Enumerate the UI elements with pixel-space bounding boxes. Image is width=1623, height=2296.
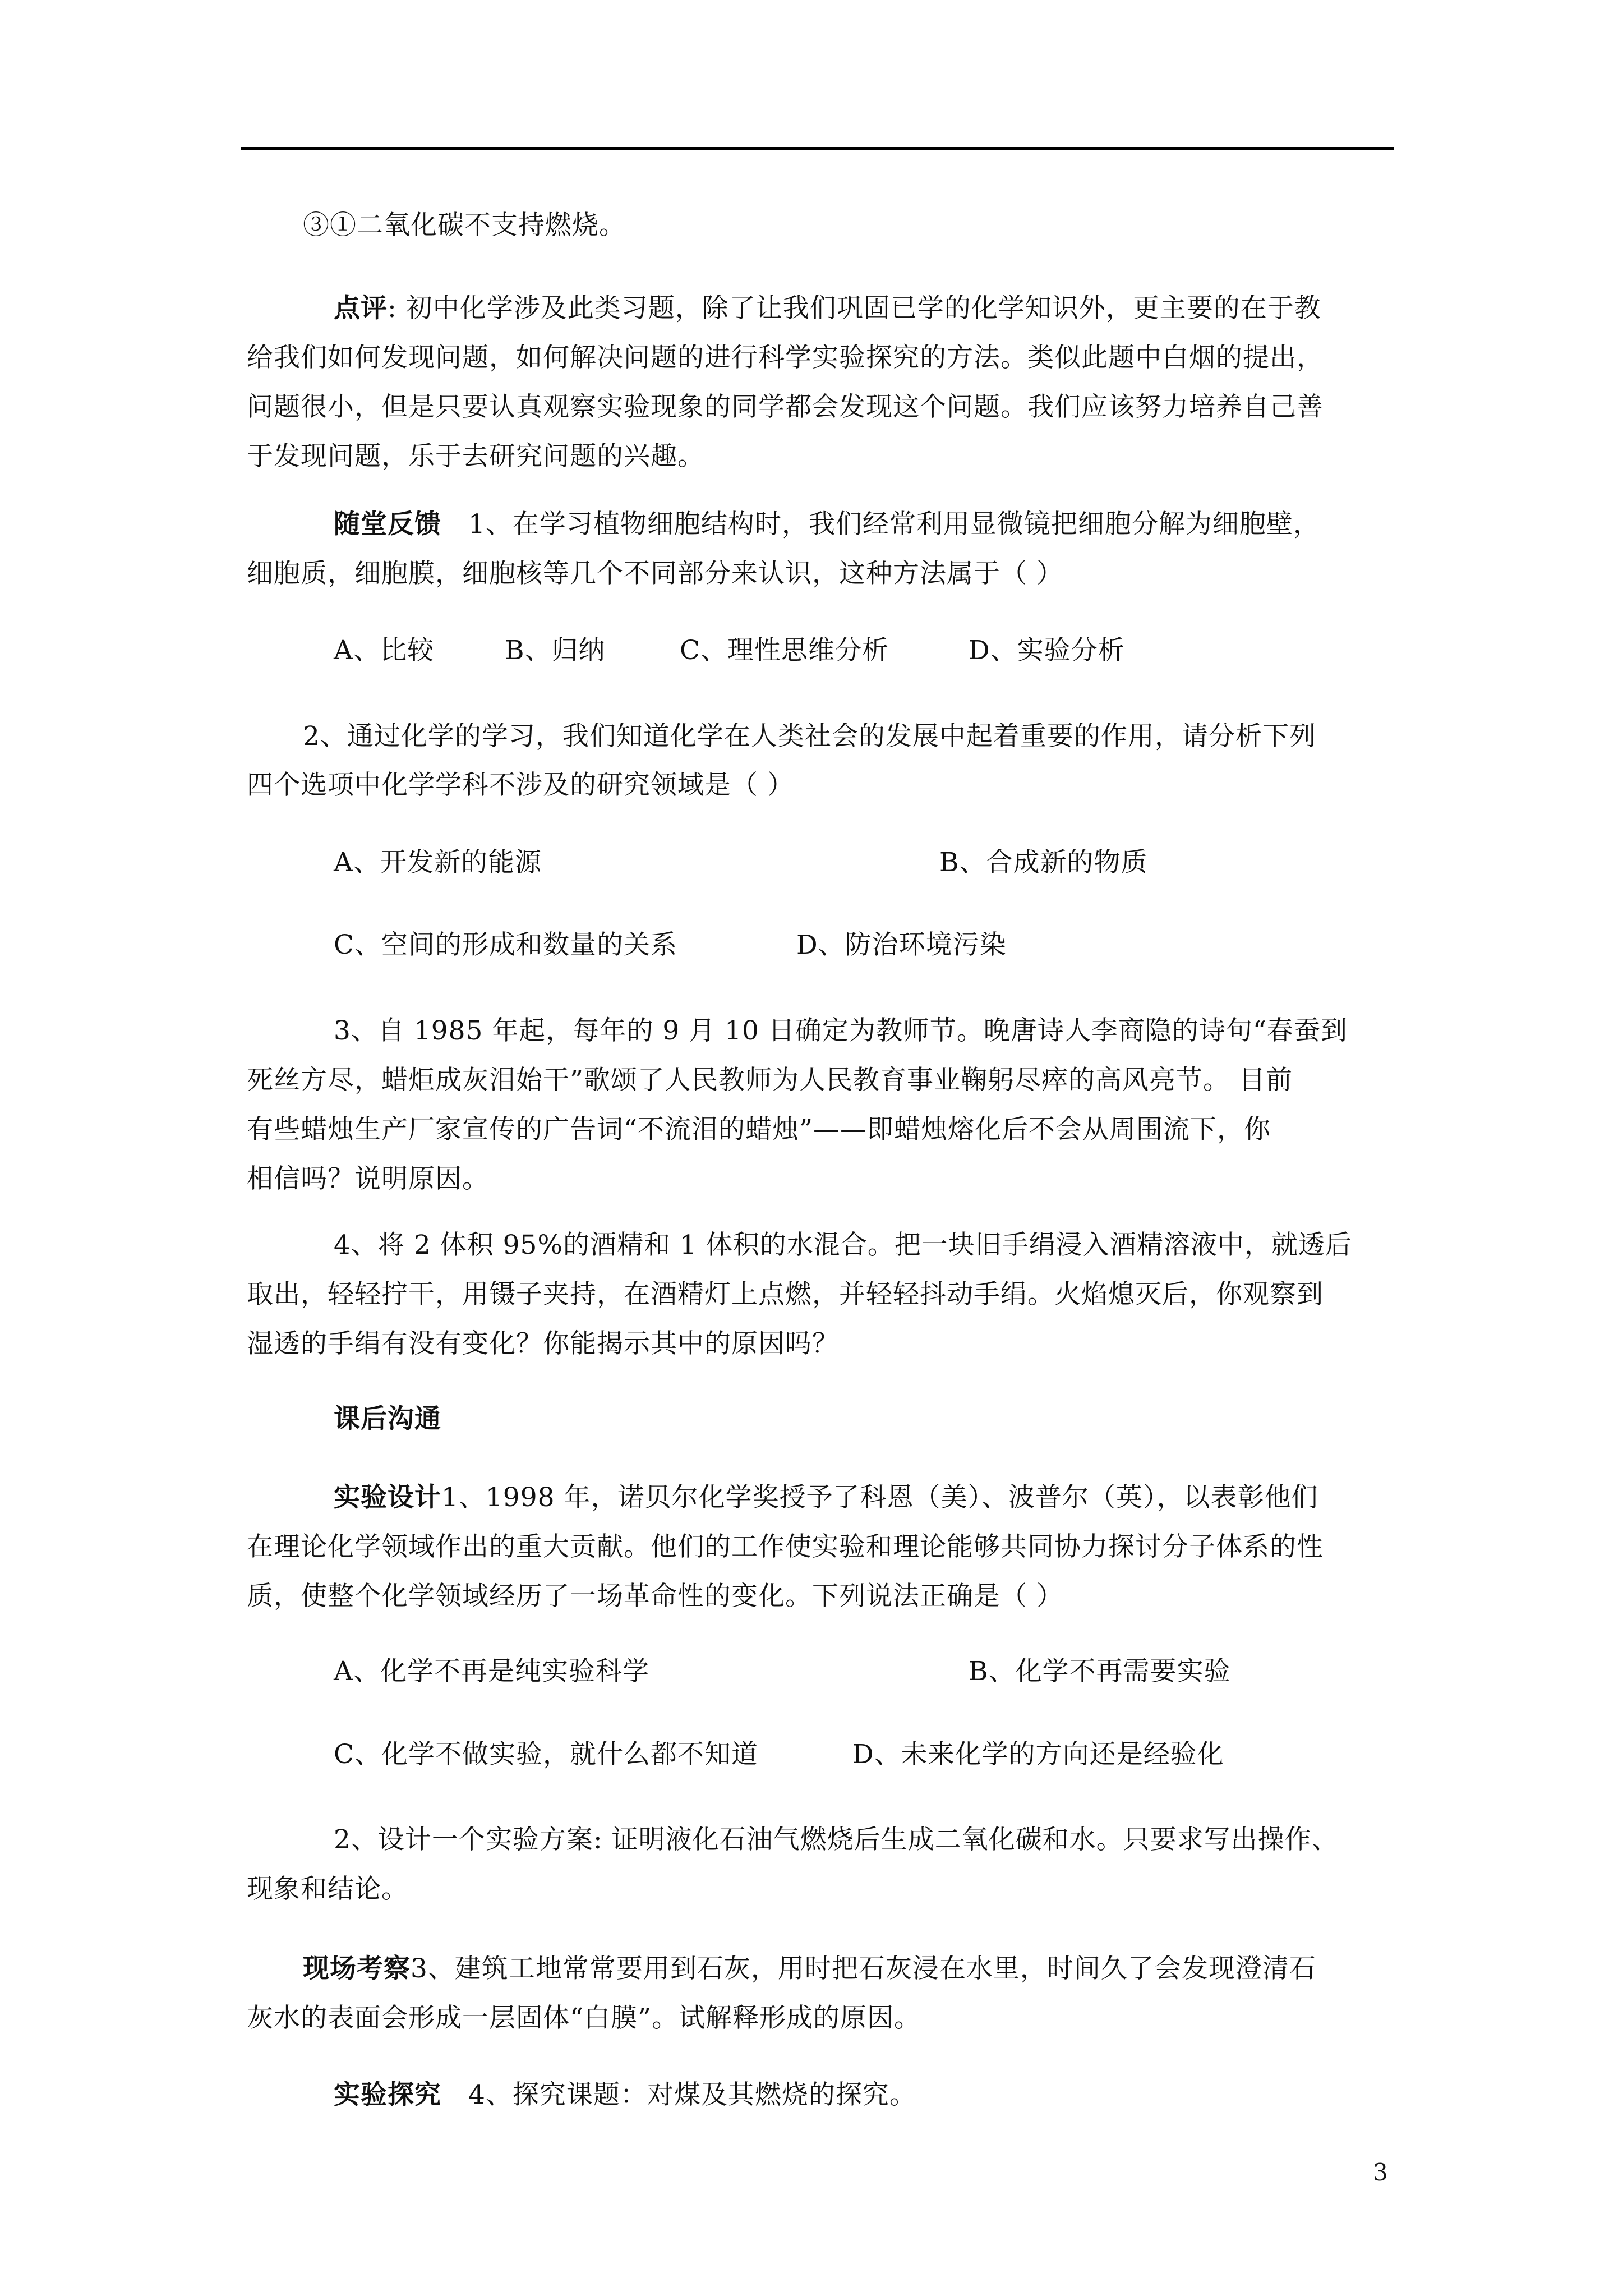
label-field-investigation: 现场考察	[303, 1953, 411, 1984]
text-span: 1、1998 年，诺贝尔化学奖授予了科恩（美）、波普尔（英），以表彰他们	[441, 1482, 1318, 1513]
option-c: C、理性思维分析	[680, 635, 889, 666]
text-line: 在理论化学领域作出的重大贡献。他们的工作使实验和理论能够共同协力探讨分子体系的性	[247, 1531, 1324, 1562]
page-number: 3	[1373, 2159, 1388, 2186]
section-heading-after-class: 课后沟通	[334, 1404, 441, 1434]
option-d: D、未来化学的方向还是经验化	[852, 1739, 1224, 1770]
header-rule	[241, 147, 1394, 150]
text-line	[334, 1481, 1318, 1515]
option-c: C、化学不做实验，就什么都不知道	[334, 1739, 758, 1770]
text-line	[303, 1952, 1316, 1986]
option-b: B、归纳	[505, 635, 606, 666]
option-d: D、实验分析	[969, 635, 1125, 666]
text-span: : 初中化学涉及此类习题，除了让我们巩固已学的化学知识外，更主要的在于教	[388, 293, 1321, 324]
text-line: 灰水的表面会形成一层固体“白膜”。试解释形成的原因。	[247, 2003, 921, 2033]
text-line: 细胞质，细胞膜，细胞核等几个不同部分来认识，这种方法属于（ ）	[247, 558, 1063, 589]
label-experiment-inquiry: 实验探究	[334, 2079, 441, 2110]
label-comment: 点评	[334, 293, 388, 324]
text-span: 4、探究课题：对煤及其燃烧的探究。	[468, 2079, 916, 2110]
text-line: 2、通过化学的学习，我们知道化学在人类社会的发展中起着重要的作用，请分析下列	[303, 721, 1316, 752]
section-heading-feedback: 随堂反馈	[334, 509, 441, 540]
text-line: 现象和结论。	[247, 1874, 408, 1904]
text-line	[334, 292, 1321, 325]
text-line: 死丝方尽，蜡炬成灰泪始干”歌颂了人民教师为人民教育事业鞠躬尽瘁的高风亮节。 目前	[247, 1065, 1293, 1096]
label-experiment-design: 实验设计	[334, 1482, 441, 1513]
text-span: 1、在学习植物细胞结构时，我们经常利用显微镜把细胞分解为细胞壁，	[468, 509, 1320, 540]
text-line: 于发现问题，乐于去研究问题的兴趣。	[247, 441, 704, 472]
option-d: D、防治环境污染	[796, 930, 1007, 960]
text-line: 相信吗？说明原因。	[247, 1163, 489, 1194]
text-line: 有些蜡烛生产厂家宣传的广告词“不流泪的蜡烛”——即蜡烛熔化后不会从周围流下，你	[247, 1114, 1271, 1145]
text-line: 取出，轻轻拧干，用镊子夹持，在酒精灯上点燃，并轻轻抖动手绢。火焰熄灭后，你观察到	[247, 1279, 1324, 1310]
text-line	[334, 508, 1320, 541]
text-line: 4、将 2 体积 95%的酒精和 1 体积的水混合。把一块旧手绢浸入酒精溶液中，就透后	[334, 1230, 1352, 1260]
option-a: A、开发新的能源	[334, 847, 542, 878]
text-span: 3、建筑工地常常要用到石灰，用时把石灰浸在水里，时间久了会发现澄清石	[411, 1953, 1316, 1984]
option-a: A、比较	[334, 635, 434, 666]
text-line: ③①二氧化碳不支持燃烧。	[303, 210, 626, 241]
text-line: 四个选项中化学学科不涉及的研究领域是（ ）	[247, 770, 794, 800]
text-line: 2、设计一个实验方案: 证明液化石油气燃烧后生成二氧化碳和水。只要求写出操作、	[334, 1824, 1339, 1855]
option-b: B、化学不再需要实验	[969, 1656, 1231, 1687]
text-line: 3、自 1985 年起，每年的 9 月 10 日确定为教师节。晚唐诗人李商隐的诗句“春蚕到	[334, 1015, 1348, 1046]
text-line: 质，使整个化学领域经历了一场革命性的变化。下列说法正确是（ ）	[247, 1581, 1063, 1612]
text-line: 湿透的手绢有没有变化？你能揭示其中的原因吗？	[247, 1328, 839, 1359]
text-line: 给我们如何发现问题，如何解决问题的进行科学实验探究的方法。类似此题中白烟的提出，	[247, 342, 1324, 373]
option-b: B、合成新的物质	[939, 847, 1148, 878]
text-line: 问题很小，但是只要认真观察实验现象的同学都会发现这个问题。我们应该努力培养自己善	[247, 392, 1324, 422]
text-line	[334, 2078, 916, 2112]
option-c: C、空间的形成和数量的关系	[334, 930, 677, 960]
option-a: A、化学不再是纯实验科学	[334, 1656, 649, 1687]
